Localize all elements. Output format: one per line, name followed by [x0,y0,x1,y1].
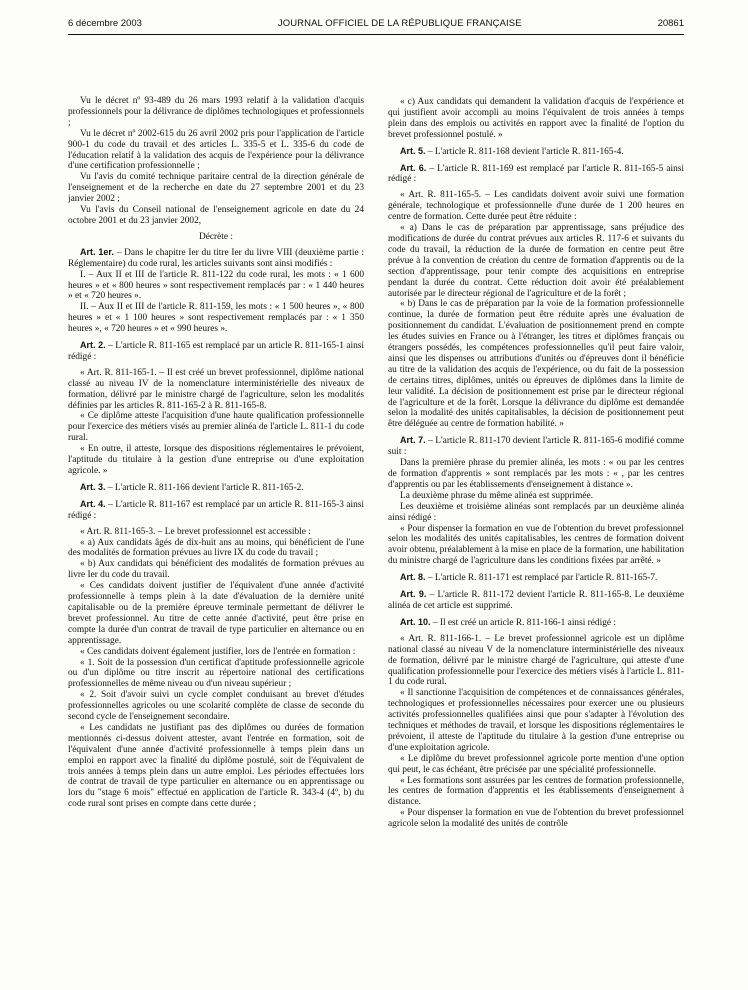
paragraph: « Art. R. 811-166-1. – Le brevet professionnel agricole est un diplôme national classé au niveau V de la nomenclature interministérielle des niveaux de formation, délivré par le ministre chargé de l'agriculture, qui atteste d'une qualification professionnelle pour l'exercice des métiers visés à l'article L. 811-1 du code rural. [388,633,684,688]
paragraph: « Pour dispenser la formation en vue de l'obtention du brevet professionnel selon les modalités des unités capitalisables, les centres de formation doivent avoir obtenu, préalablement à la mise en place de la formation, une habilitation du ministre chargé de l'agriculture dans les conditions fixées par arrêté. » [388,523,684,567]
header-date: 6 décembre 2003 [68,18,142,29]
paragraph: « c) Aux candidats qui demandent la validation d'acquis de l'expérience et qui justifient avoir accompli au moins l'équivalent de trois années à temps plein dans des emplois ou activités en rapport avec la finalité de l'option du brevet professionnel postulé. » [388,97,684,140]
article-1: Art. 1er. – Dans le chapitre Ier du titre Ier du livre VIII (deuxième partie : Réglementaire) du code rural, les articles suivants sont ainsi modifiés : [68,246,364,269]
article-number: Art. 10. [400,616,431,627]
page-number: 20861 [657,18,684,29]
article-number: Art. 8. [400,572,426,583]
paragraph: « Les candidats ne justifiant pas des diplômes ou durées de formation mentionnés ci-dessus doivent attester, avant l'entrée en formation, soit de l'équivalent d'une année d'activité professionnelle à temps plein dans un emploi en rapport avec la finalité du diplôme postulé, soit de l'équivalent de trois années à temps plein dans un autre emploi. Les périodes effectuées lors de contrat de travail de type particulier en alternance ou en apprentissage ou lors du "stage 6 mois" effectué en application de l'article R. 343-4 (4º, b) du code rural sont prises en compte dans cette durée ; [68,722,364,810]
paragraph: « a) Dans le cas de préparation par apprentissage, sans préjudice des modifications de durée du contrat prévues aux articles R. 117-6 et suivants du code du travail, la réduction de la durée de formation en centre peut être prévue à la convention de création du centre de formation d'apprentis ou de la section d'apprentissage, pour tenir compte des acquisitions en entreprise pendant la durée du contrat. Cette réduction doit avoir été préalablement autorisée par le directeur régional de l'agriculture et de la forêt ; [388,223,684,299]
paragraph: I. – Aux II et III de l'article R. 811-122 du code rural, les mots : « 1 600 heures » et « 800 heures » sont respectivement remplacés par : « 1 440 heures » et « 720 heures ». [68,269,364,302]
paragraph: « Art. R. 811-165-1. – Il est créé un brevet professionnel, diplôme national classé au niveau IV de la nomenclature interministérielle des niveaux de formation, délivré par le ministre chargé de l'agriculture, selon les modalités définies par les articles R. 811-165-2 à R. 811-165-8. [68,367,364,411]
article-7: Art. 7. – L'article R. 811-170 devient l'article R. 811-165-6 modifié comme suit : [388,435,684,458]
paragraph: « b) Dans le cas de préparation par la voie de la formation professionnelle continue, la durée de formation peut être réduite après une évaluation de positionnement du candidat. L'évaluation de positionnement prend en compte les études suivies en France ou à l'étranger, les titres et diplômes français ou étrangers possédés, les compétences professionnelles qu'il peut faire valoir, ainsi que les dispenses ou attributions d'unités ou d'épreuves dont il bénéficie au titre de la validation des acquis de l'expérience, ou du fait de la possession de certains titres, diplômes, unités ou épreuves de diplômes dans la limite de leur validité. La décision de positionnement est prise par le directeur régional de l'agriculture et de la forêt. Lorsque la délivrance du diplôme est demandée selon la modalité des unités capitalisables, la décision de positionnement peut être déléguée au centre de formation habilité. » [388,299,684,430]
paragraph: Vu l'avis du comité technique paritaire central de la direction générale de l'enseignement et de la recherche en date du 27 septembre 2001 et du 23 janvier 2002 ; [68,172,364,205]
paragraph: « 2. Soit d'avoir suivi un cycle complet conduisant au brevet d'études professionnelles agricoles ou une scolarité complète de classe de seconde du second cycle de l'enseignement secondaire. [68,690,364,723]
article-number: Art. 4. [80,498,106,509]
paragraph: II. – Aux II et III de l'article R. 811-159, les mots : « 1 500 heures », « 800 heures » et « 1 100 heures » sont respectivement remplacés par : « 1 350 heures », « 720 heures » et « 990 heures ». [68,302,364,335]
paragraph: La deuxième phrase du même alinéa est supprimée. [400,490,594,501]
paragraph: Les deuxième et troisième alinéas sont remplacés par un deuxième alinéa ainsi rédigé : [388,501,684,523]
paragraph: « b) Aux candidats qui bénéficient des modalités de formation prévues au livre Ier du code du travail. [68,559,364,581]
article-2: Art. 2. – L'article R. 811-165 est remplacé par un article R. 811-165-1 ainsi rédigé : [68,340,364,362]
paragraph: « Art. R. 811-165-3. – Le brevet professionnel est accessible : [80,526,311,537]
paragraph: Vu l'avis du Conseil national de l'enseignement agricole en date du 24 octobre 2001 et du 23 janvier 2002, [68,205,364,226]
page-header [68,18,684,32]
paragraph: « Ce diplôme atteste l'acquisition d'une haute qualification professionnelle pour l'exercice des métiers visés au premier alinéa de l'article L. 811-1 du code rural. [68,411,364,444]
article-number: Art. 3. [80,481,106,492]
journal-title: JOURNAL OFFICIEL DE LA RÉPUBLIQUE FRANÇAISE [277,18,522,29]
article-number: Art. 2. [80,340,106,351]
header-rule [68,34,684,35]
right-column [388,97,684,977]
paragraph: Vu le décret nº 93-489 du 26 mars 1993 relatif à la validation d'acquis professionnels pour la délivrance de diplômes technologiques et professionnels ; [68,96,364,128]
article-number: Art. 5. [400,145,426,156]
decree-heading: Décrète : [199,231,233,242]
article-5: Art. 5. – L'article R. 811-168 devient l'article R. 811-165-4. [400,145,624,157]
article-9: Art. 9. – L'article R. 811-172 devient l'article R. 811-165-8. Le deuxième alinéa de cet article est supprimé. [388,589,684,611]
article-10: Art. 10. – Il est créé un article R. 811-166-1 ainsi rédigé : [400,616,616,628]
article-6: Art. 6. – L'article R. 811-169 est remplacé par l'article R. 811-165-5 ainsi rédigé : [388,162,684,185]
paragraph: « Il sanctionne l'acquisition de compétences et de connaissances générales, technologiques et professionnelles nécessaires pour exercer une ou plusieurs activités professionnelles qualifiées ainsi que pour s'adapter à l'évolution des techniques et méthodes de travail, et lorsque les dispositions réglementaires le prévoient, il atteste de l'aptitude du titulaire à la gestion d'une entreprise ou d'une exploitation agricole. [388,688,684,753]
article-number: Art. 1er. [80,246,114,257]
paragraph: « Le diplôme du brevet professionnel agricole porte mention d'une option qui peut, le cas échéant, être précisée par une spécialité professionnelle. [388,753,684,775]
article-number: Art. 7. [400,435,426,446]
paragraph: « Ces candidats doivent justifier de l'équivalent d'une année d'activité professionnelle à temps plein à la date d'évaluation de la dernière unité capitalisable ou de la première épreuve terminale permettant de délivrer le brevet professionnel. Au titre de cette année d'activité, peut être prise en compte la durée d'un contrat de travail de type particulier en alternance ou en apprentissage. [68,581,364,646]
article-number: Art. 6. [400,162,427,173]
article-8: Art. 8. – L'article R. 811-171 est remplacé par l'article R. 811-165-7. [400,572,658,584]
paragraph: « En outre, il atteste, lorsque des dispositions réglementaires le prévoient, l'aptitude du titulaire à la gestion d'une entreprise ou d'une exploitation agricole. » [68,444,364,476]
paragraph: « Art. R. 811-165-5. – Les candidats doivent avoir suivi une formation générale, technologique et professionnelle d'une durée de 1 200 heures en centre de formation. Cette durée peut être réduite : [388,190,684,223]
paragraph: Vu le décret nº 2002-615 du 26 avril 2002 pris pour l'application de l'article 900-1 du code du travail et des articles L. 335-5 et L. 335-6 du code de l'éducation relatif à la validation des acquis de l'expérience pour la délivrance d'une certification professionnelle ; [68,128,364,172]
paragraph: « a) Aux candidats âgés de dix-huit ans au moins, qui bénéficient de l'une des modalités de formation prévues au livre IX du code du travail ; [68,537,364,559]
article-number: Art. 9. [400,589,427,600]
paragraph: « Ces candidats doivent également justifier, lors de l'entrée en formation : [80,646,356,657]
paragraph: « 1. Soit de la possession d'un certificat d'aptitude professionnelle agricole ou d'un diplôme ou titre inscrit au répertoire national des certifications professionnelles de même niveau ou d'un niveau supérieur ; [68,657,364,690]
paragraph: « Les formations sont assurées par les centres de formation professionnelle, les centres de formation d'apprentis et les établissements d'enseignement à distance. [388,775,684,808]
article-4: Art. 4. – L'article R. 811-167 est remplacé par un article R. 811-165-3 ainsi rédigé : [68,498,364,521]
paragraph: Dans la première phrase du premier alinéa, les mots : « ou par les centres de formation d'apprentis » sont remplacés par les mots : « , par les centres d'apprentis ou par les établissements d'enseignement à distance ». [388,458,684,490]
article-3: Art. 3. – L'article R. 811-166 devient l'article R. 811-165-2. [80,481,304,493]
left-column [68,96,364,976]
paragraph: « Pour dispenser la formation en vue de l'obtention du brevet professionnel agricole selon la modalité des unités de contrôle [388,808,684,830]
